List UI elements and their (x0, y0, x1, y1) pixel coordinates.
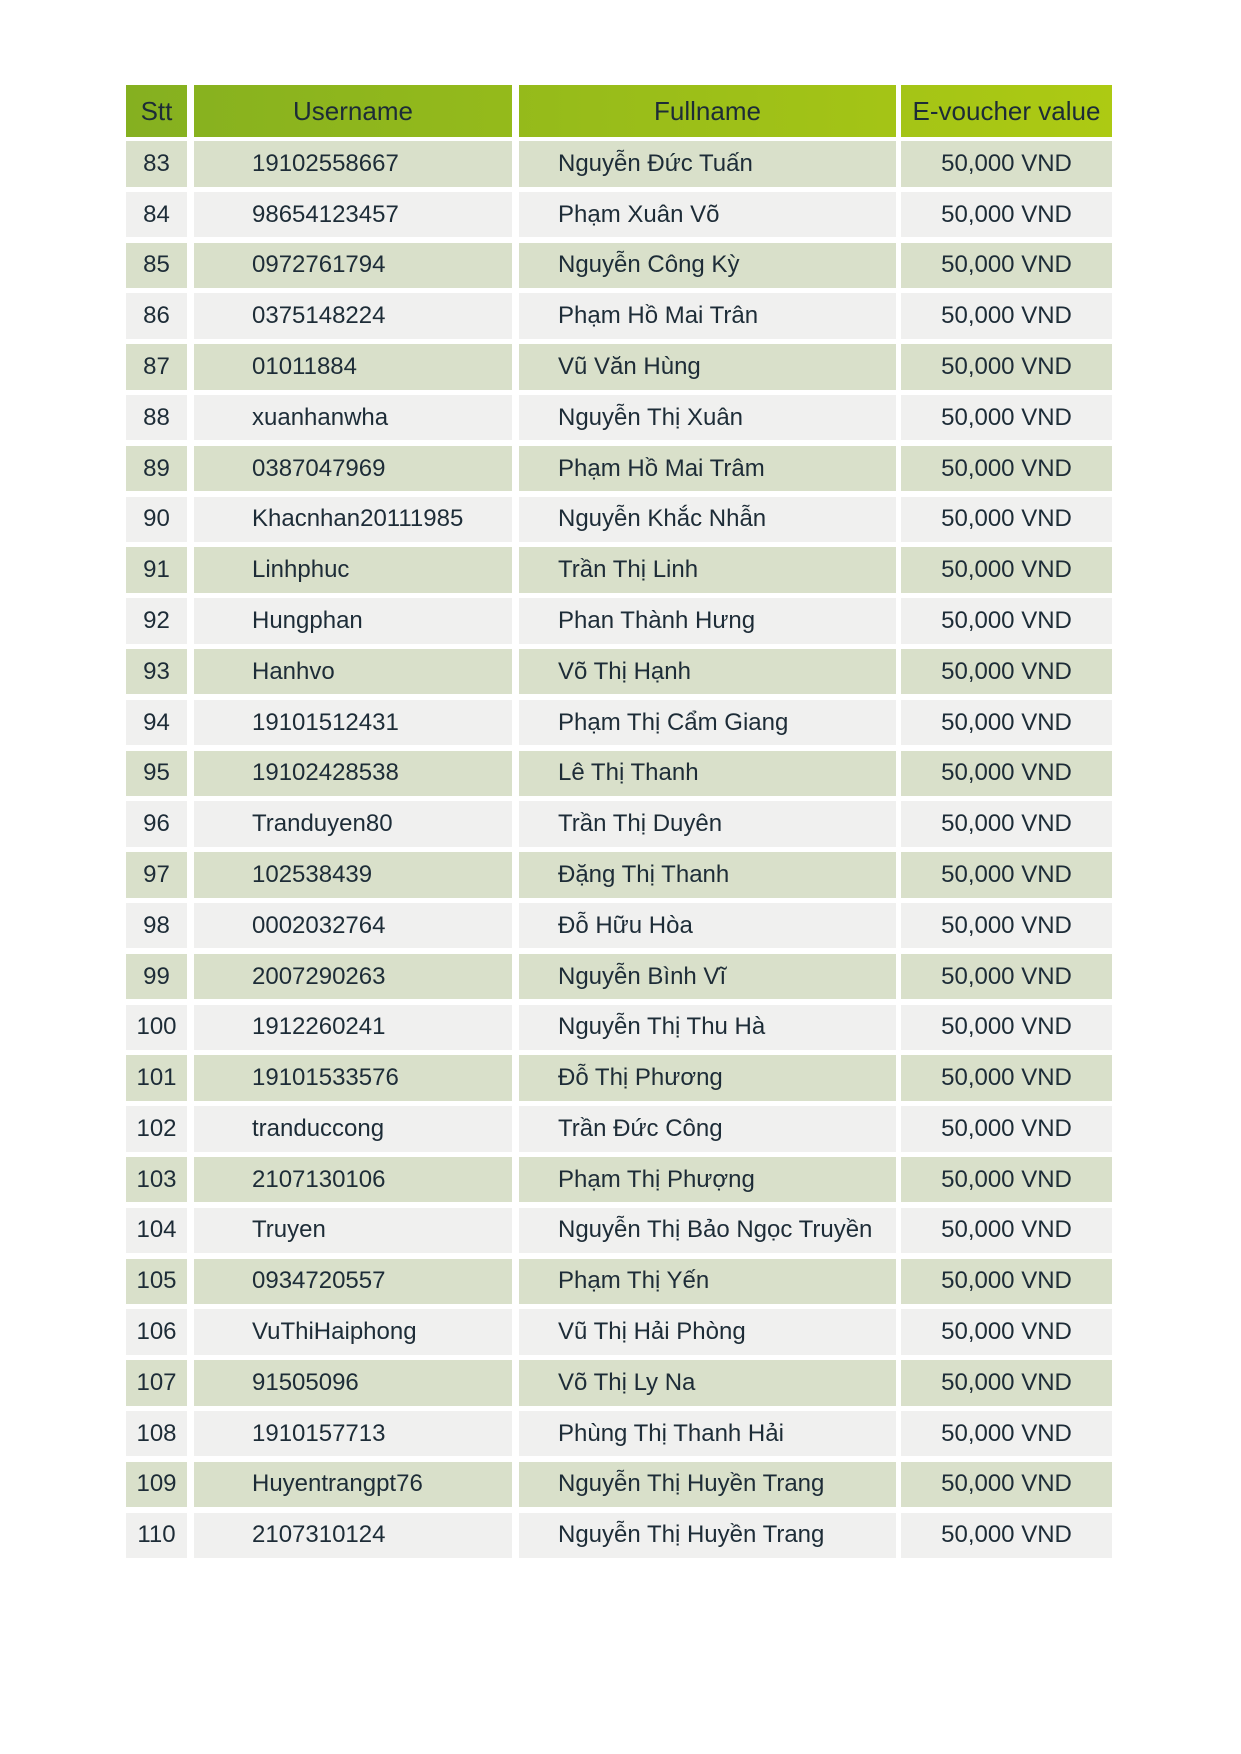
cell-evoucher-value: 50,000 VND (901, 649, 1112, 695)
cell-stt: 104 (126, 1208, 187, 1254)
cell-fullname: Phạm Hồ Mai Trân (519, 293, 896, 339)
header-cell-stt: Stt (140, 95, 173, 126)
cell-evoucher-value: 50,000 VND (901, 1411, 1112, 1457)
cell-username: 19102428538 (194, 751, 512, 797)
cell-stt: 84 (126, 192, 187, 238)
cell-evoucher-value: 50,000 VND (901, 497, 1112, 543)
cell-evoucher-value: 50,000 VND (901, 446, 1112, 492)
cell-evoucher-value: 50,000 VND (901, 547, 1112, 593)
cell-evoucher-value: 50,000 VND (901, 1106, 1112, 1152)
cell-fullname: Trần Thị Duyên (519, 801, 896, 847)
cell-stt: 87 (126, 344, 187, 390)
cell-username: Khacnhan20111985 (194, 497, 512, 543)
cell-fullname: Phạm Thị Yến (519, 1259, 896, 1305)
cell-username: Truyen (194, 1208, 512, 1254)
table-row (126, 649, 1112, 695)
cell-fullname: Nguyễn Thị Huyền Trang (519, 1513, 896, 1559)
cell-fullname: Nguyễn Thị Thu Hà (519, 1005, 896, 1051)
cell-fullname: Phùng Thị Thanh Hải (519, 1411, 896, 1457)
cell-stt: 89 (126, 446, 187, 492)
table-row (126, 141, 1112, 187)
cell-stt: 97 (126, 852, 187, 898)
cell-username: 01011884 (194, 344, 512, 390)
header-cell-username: Username (187, 85, 512, 137)
table-row (126, 1462, 1112, 1508)
cell-fullname: Trần Đức Công (519, 1106, 896, 1152)
cell-username: 91505096 (194, 1360, 512, 1406)
table-row (126, 751, 1112, 797)
cell-fullname: Đỗ Thị Phương (519, 1055, 896, 1101)
cell-fullname: Vũ Văn Hùng (519, 344, 896, 390)
cell-username: 102538439 (194, 852, 512, 898)
cell-stt: 108 (126, 1411, 187, 1457)
cell-evoucher-value: 50,000 VND (901, 141, 1112, 187)
cell-stt: 85 (126, 243, 187, 289)
cell-evoucher-value: 50,000 VND (901, 801, 1112, 847)
cell-fullname: Phạm Thị Phượng (519, 1157, 896, 1203)
cell-evoucher-value: 50,000 VND (901, 1055, 1112, 1101)
table-row (126, 1106, 1112, 1152)
cell-stt: 93 (126, 649, 187, 695)
table-row (126, 598, 1112, 644)
cell-fullname: Đặng Thị Thanh (519, 852, 896, 898)
cell-stt: 86 (126, 293, 187, 339)
cell-fullname: Phạm Hồ Mai Trâm (519, 446, 896, 492)
table-row (126, 192, 1112, 238)
table-row (126, 1208, 1112, 1254)
cell-fullname: Vũ Thị Hải Phòng (519, 1309, 896, 1355)
cell-username: 19101512431 (194, 700, 512, 746)
cell-fullname: Lê Thị Thanh (519, 751, 896, 797)
cell-stt: 100 (126, 1005, 187, 1051)
table-row (126, 1259, 1112, 1305)
table-header-row (126, 85, 1112, 137)
cell-username: Hungphan (194, 598, 512, 644)
cell-stt: 90 (126, 497, 187, 543)
table-row (126, 1360, 1112, 1406)
cell-fullname: Võ Thị Hạnh (519, 649, 896, 695)
cell-fullname: Đỗ Hữu Hòa (519, 903, 896, 949)
cell-username: 2107130106 (194, 1157, 512, 1203)
header-cell-evoucher-value: E-voucher value (896, 85, 1112, 137)
cell-evoucher-value: 50,000 VND (901, 1005, 1112, 1051)
cell-stt: 107 (126, 1360, 187, 1406)
cell-evoucher-value: 50,000 VND (901, 700, 1112, 746)
table-body (126, 141, 1112, 1558)
table-row (126, 243, 1112, 289)
cell-stt: 99 (126, 954, 187, 1000)
cell-evoucher-value: 50,000 VND (901, 903, 1112, 949)
cell-evoucher-value: 50,000 VND (901, 1309, 1112, 1355)
cell-stt: 103 (126, 1157, 187, 1203)
cell-fullname: Nguyễn Bình Vĩ (519, 954, 896, 1000)
cell-stt: 83 (126, 141, 187, 187)
cell-stt: 88 (126, 395, 187, 441)
cell-username: 1910157713 (194, 1411, 512, 1457)
cell-fullname: Nguyễn Thị Huyền Trang (519, 1462, 896, 1508)
e-voucher-winners-table (126, 85, 1112, 1563)
table-row (126, 547, 1112, 593)
table-row (126, 1055, 1112, 1101)
cell-evoucher-value: 50,000 VND (901, 243, 1112, 289)
cell-stt: 106 (126, 1309, 187, 1355)
table-row (126, 344, 1112, 390)
cell-username: 0375148224 (194, 293, 512, 339)
cell-fullname: Nguyễn Công Kỳ (519, 243, 896, 289)
cell-stt: 102 (126, 1106, 187, 1152)
cell-stt: 105 (126, 1259, 187, 1305)
cell-stt: 95 (126, 751, 187, 797)
cell-username: Linhphuc (194, 547, 512, 593)
table-row (126, 293, 1112, 339)
cell-username: 98654123457 (194, 192, 512, 238)
cell-username: 19101533576 (194, 1055, 512, 1101)
header-cell-fullname: Fullname (512, 85, 896, 137)
cell-fullname: Phan Thành Hưng (519, 598, 896, 644)
cell-fullname: Nguyễn Thị Xuân (519, 395, 896, 441)
cell-username: 1912260241 (194, 1005, 512, 1051)
cell-stt: 101 (126, 1055, 187, 1101)
cell-evoucher-value: 50,000 VND (901, 1462, 1112, 1508)
cell-username: 19102558667 (194, 141, 512, 187)
cell-evoucher-value: 50,000 VND (901, 1513, 1112, 1559)
cell-evoucher-value: 50,000 VND (901, 344, 1112, 390)
table-row (126, 395, 1112, 441)
cell-evoucher-value: 50,000 VND (901, 1259, 1112, 1305)
cell-username: VuThiHaiphong (194, 1309, 512, 1355)
cell-username: Huyentrangpt76 (194, 1462, 512, 1508)
cell-fullname: Nguyễn Đức Tuấn (519, 141, 896, 187)
cell-evoucher-value: 50,000 VND (901, 395, 1112, 441)
cell-evoucher-value: 50,000 VND (901, 192, 1112, 238)
cell-fullname: Trần Thị Linh (519, 547, 896, 593)
cell-username: 2007290263 (194, 954, 512, 1000)
table-row (126, 700, 1112, 746)
table-row (126, 497, 1112, 543)
cell-evoucher-value: 50,000 VND (901, 852, 1112, 898)
table-row (126, 1411, 1112, 1457)
table-row (126, 1513, 1112, 1559)
cell-evoucher-value: 50,000 VND (901, 954, 1112, 1000)
cell-username: tranduccong (194, 1106, 512, 1152)
cell-stt: 98 (126, 903, 187, 949)
table-row (126, 903, 1112, 949)
table-row (126, 446, 1112, 492)
cell-username: Hanhvo (194, 649, 512, 695)
cell-username: 0002032764 (194, 903, 512, 949)
cell-username: Tranduyen80 (194, 801, 512, 847)
cell-username: 0972761794 (194, 243, 512, 289)
cell-evoucher-value: 50,000 VND (901, 1360, 1112, 1406)
table-row (126, 1005, 1112, 1051)
cell-evoucher-value: 50,000 VND (901, 598, 1112, 644)
cell-stt: 92 (126, 598, 187, 644)
table-row (126, 1309, 1112, 1355)
cell-fullname: Võ Thị Ly Na (519, 1360, 896, 1406)
cell-evoucher-value: 50,000 VND (901, 751, 1112, 797)
cell-fullname: Phạm Xuân Võ (519, 192, 896, 238)
cell-stt: 91 (126, 547, 187, 593)
cell-evoucher-value: 50,000 VND (901, 1157, 1112, 1203)
cell-stt: 110 (126, 1513, 187, 1559)
table-row (126, 954, 1112, 1000)
cell-username: xuanhanwha (194, 395, 512, 441)
cell-evoucher-value: 50,000 VND (901, 1208, 1112, 1254)
table-row (126, 801, 1112, 847)
cell-stt: 94 (126, 700, 187, 746)
cell-evoucher-value: 50,000 VND (901, 293, 1112, 339)
cell-username: 0934720557 (194, 1259, 512, 1305)
table-row (126, 1157, 1112, 1203)
cell-fullname: Phạm Thị Cẩm Giang (519, 700, 896, 746)
cell-username: 0387047969 (194, 446, 512, 492)
table-row (126, 852, 1112, 898)
cell-stt: 109 (126, 1462, 187, 1508)
cell-stt: 96 (126, 801, 187, 847)
cell-username: 2107310124 (194, 1513, 512, 1559)
cell-fullname: Nguyễn Khắc Nhẫn (519, 497, 896, 543)
cell-fullname: Nguyễn Thị Bảo Ngọc Truyền (519, 1208, 896, 1254)
